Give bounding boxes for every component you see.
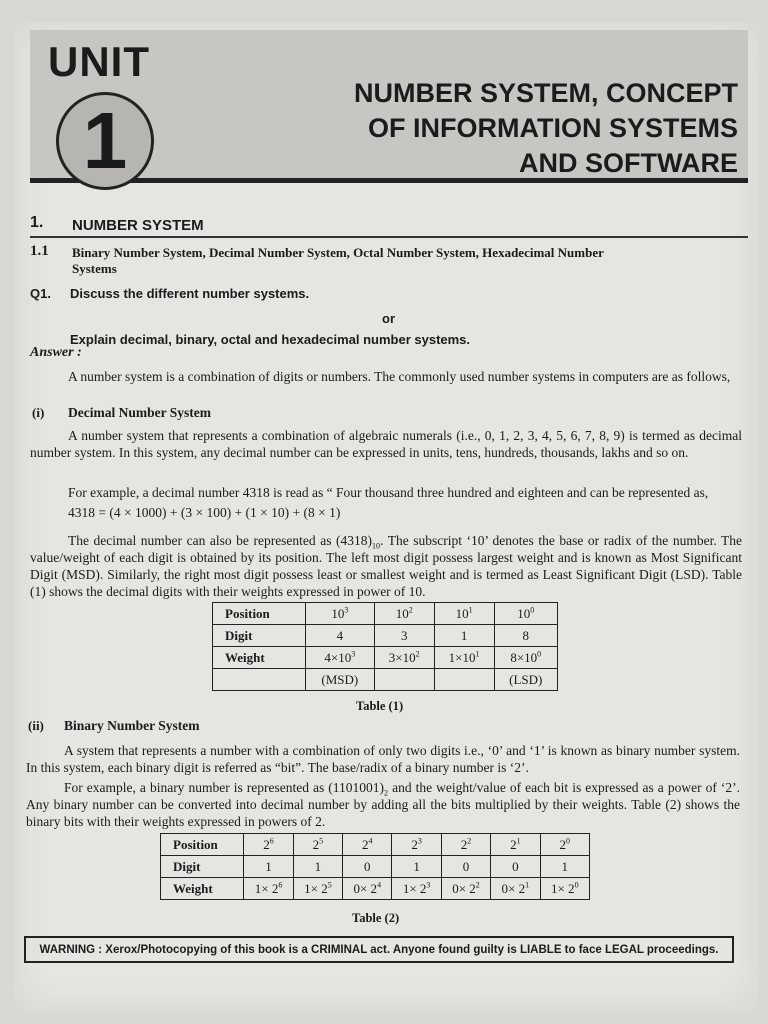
question-or: or [382, 311, 395, 326]
table-cell: $2^5$ [293, 834, 342, 856]
decimal-paragraph-3 [30, 532, 742, 600]
table-cell: $10^3$ [305, 603, 374, 625]
table-cell [374, 669, 434, 691]
subsection-title-line2: Systems [72, 261, 117, 276]
binary-radix-subscript: 2 [384, 788, 389, 798]
chapter-title-line: OF INFORMATION SYSTEMS [368, 113, 738, 143]
decimal-equation: 4318 = (4 × 1000) + (3 × 100) + (1 × 10) + (8 × 1) [68, 505, 341, 520]
binary-weights-table [160, 833, 590, 900]
table-cell: 1 [392, 856, 441, 878]
table-cell: 3 [374, 625, 434, 647]
table-row [161, 834, 590, 856]
decimal-paragraph-3-end: . The subscript ‘10’ denotes the base or radix of the number. The value/weight of each digit is obtained by its position. The left most digit possess largest weight and is known as Most Significant Digit (MSD). Similarly, the right most digit possess least or smallest weight and is termed as Least Significant Digit (LSD). Table (1) shows the decimal digits with their weights expressed in power of 10. [30, 533, 742, 599]
table-cell: 8 [494, 625, 557, 647]
table-1-caption: Table (1) [356, 699, 404, 713]
question-alt-text: Explain decimal, binary, octal and hexadecimal number systems. [70, 332, 471, 347]
table-cell: $0\times 2^4$ [343, 878, 392, 900]
decimal-paragraph-1: A number system that represents a combination of algebraic numerals (i.e., 0, 1, 2, 3, 4, 5, 6, 7, 8, 9) is termed as decimal number system. In this system, any decimal number can be expressed in units, tens, hundreds, thousands, lakhs and so on. [30, 428, 742, 460]
chapter-title-line: NUMBER SYSTEM, CONCEPT [353, 78, 738, 108]
table-row [213, 647, 558, 669]
row-label: Position [161, 834, 244, 856]
table-cell: (LSD) [494, 669, 557, 691]
table-cell: 1 [293, 856, 342, 878]
table-cell: $4\times 10^3$ [305, 647, 374, 669]
table-row [161, 856, 590, 878]
table-cell: $1\times 10^1$ [434, 647, 494, 669]
table-row [213, 603, 558, 625]
section-rule [30, 236, 748, 238]
table-cell: $2^0$ [540, 834, 589, 856]
question-text: Discuss the different number systems. [70, 286, 310, 301]
copyright-warning [24, 936, 734, 963]
table-cell: $10^1$ [434, 603, 494, 625]
table-2-caption: Table (2) [352, 911, 400, 925]
table-cell: $2^2$ [441, 834, 490, 856]
chapter-title [354, 76, 738, 181]
table-cell: $2^1$ [491, 834, 540, 856]
row-label: Weight [161, 878, 244, 900]
intro-paragraph: A number system is a combination of digits or numbers. The commonly used number systems in computers are as follows, [68, 369, 731, 384]
table-cell [213, 669, 306, 691]
table-cell: $1\times 2^5$ [293, 878, 342, 900]
table-cell: $10^0$ [494, 603, 557, 625]
binary-paragraph-2 [26, 779, 740, 830]
chapter-title-line: AND SOFTWARE [519, 148, 738, 178]
table-cell: 1 [244, 856, 293, 878]
decimal-radix-subscript: 10 [372, 541, 381, 551]
table-cell: $1\times 2^6$ [244, 878, 293, 900]
unit-number: 1 [82, 96, 128, 185]
question-label: Q1. [30, 286, 51, 301]
table-cell: $10^2$ [374, 603, 434, 625]
table-cell: $8\times 10^0$ [494, 647, 557, 669]
table-cell: $2^6$ [244, 834, 293, 856]
table-cell: 0 [491, 856, 540, 878]
table-row [213, 669, 558, 691]
table-cell: $0\times 2^2$ [441, 878, 490, 900]
section-title: NUMBER SYSTEM [72, 217, 204, 234]
subsection-title-line1: Binary Number System, Decimal Number System, Octal Number System, Hexadecimal Number [72, 245, 604, 260]
copyright-warning-text: WARNING : Xerox/Photocopying of this book is a CRIMINAL act. Anyone found guilty is LIABLE to face LEGAL proceedings. [39, 943, 719, 956]
decimal-heading: Decimal Number System [68, 405, 211, 420]
decimal-weights-table [212, 602, 558, 691]
decimal-marker: (i) [32, 405, 45, 420]
table-cell: $1\times 2^3$ [392, 878, 441, 900]
decimal-paragraph-2: For example, a decimal number 4318 is read as “ Four thousand three hundred and eighteen and can be represented as, [68, 485, 709, 500]
table-cell: $2^4$ [343, 834, 392, 856]
unit-label: UNIT [48, 38, 150, 85]
table-cell: $2^3$ [392, 834, 441, 856]
unit-number-badge [56, 92, 154, 190]
row-label: Position [213, 603, 306, 625]
table-cell: 1 [434, 625, 494, 647]
binary-paragraph-2-start: For example, a binary number is represented as (1101001) [64, 780, 385, 795]
section-number: 1. [30, 214, 44, 231]
decimal-paragraph-3-start: The decimal number can also be represented as (4318) [68, 533, 373, 548]
table-cell: $1\times 2^0$ [540, 878, 589, 900]
answer-label: Answer : [30, 345, 82, 360]
table-row [161, 878, 590, 900]
row-label: Weight [213, 647, 306, 669]
table-cell: (MSD) [305, 669, 374, 691]
table-cell: $0\times 2^1$ [491, 878, 540, 900]
row-label: Digit [213, 625, 306, 647]
table-cell [434, 669, 494, 691]
binary-paragraph-1: A system that represents a number with a combination of only two digits i.e., ‘0’ and ‘1’ is known as binary number system. In this system, each binary digit is referred as “bit”. The base/radix of a binary number is ‘2’. [26, 743, 740, 775]
binary-marker: (ii) [28, 718, 44, 733]
table-cell: 0 [343, 856, 392, 878]
table-row [213, 625, 558, 647]
table-cell: 4 [305, 625, 374, 647]
table-cell: 0 [441, 856, 490, 878]
binary-paragraph-2-end: and the weight/value of each bit is expressed as a power of ‘2’. Any binary number can be converted into decimal number by adding all the bits multiplied by their weights. Table (2) shows the binary bits with their weights expressed in powers of 2. [26, 780, 740, 829]
binary-heading: Binary Number System [64, 718, 200, 733]
row-label: Digit [161, 856, 244, 878]
table-cell: $3\times 10^2$ [374, 647, 434, 669]
table-cell: 1 [540, 856, 589, 878]
subsection-number: 1.1 [30, 243, 49, 259]
